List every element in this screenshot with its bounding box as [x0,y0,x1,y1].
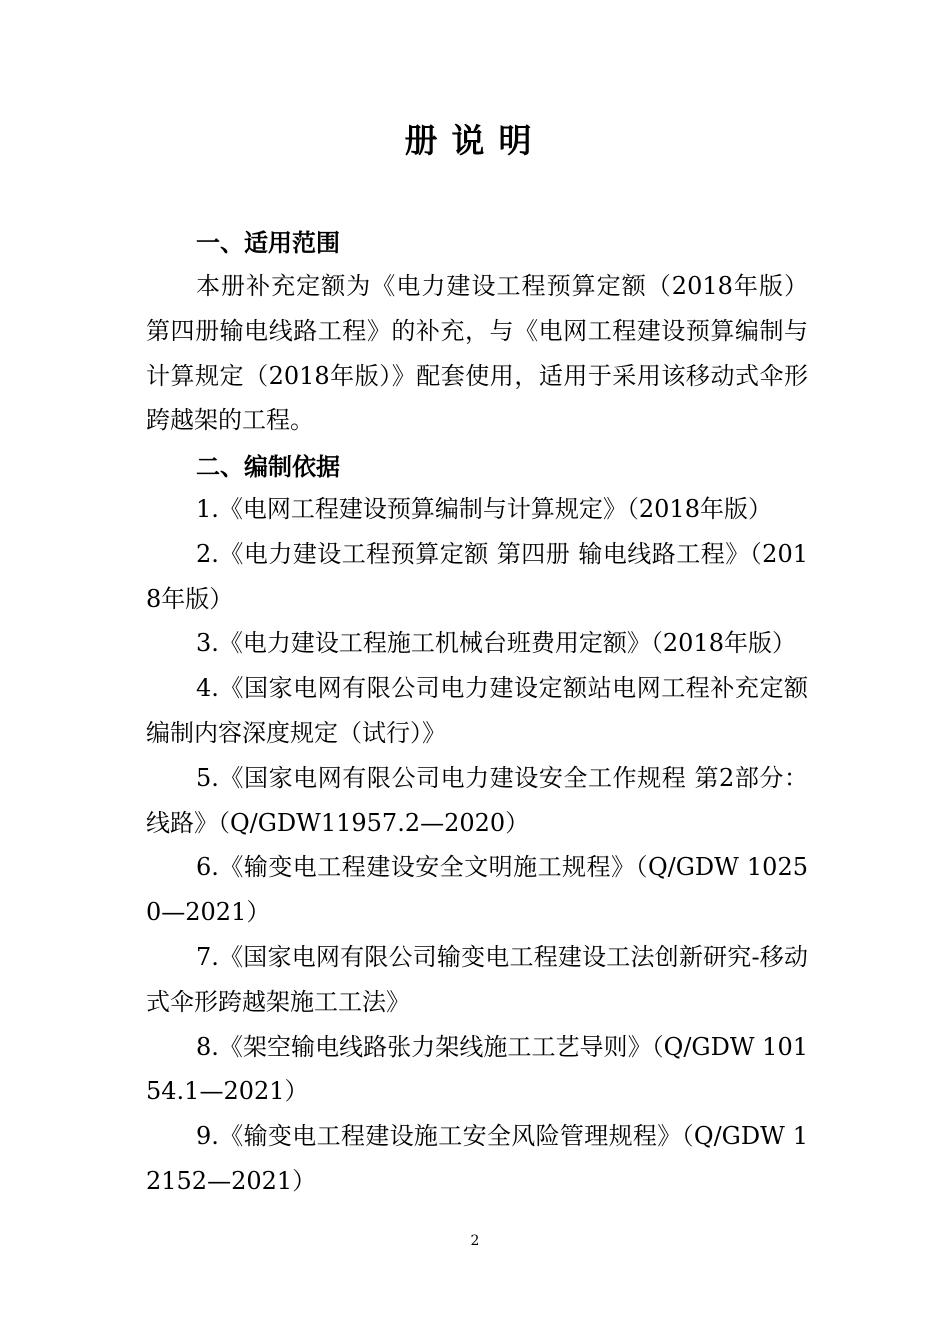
reference-item-2: 2.《电力建设工程预算定额 第四册 输电线路工程》（2018年版） [146,539,808,613]
section-heading-basis: 二、编制依据 [196,452,340,481]
reference-item-8: 8.《架空输电线路张力架线施工工艺导则》（Q/GDW 10154.1—2021） [146,1032,808,1106]
reference-item-5: 5.《国家电网有限公司电力建设安全工作规程 第2部分：线路》（Q/GDW11957.2—2020） [146,763,808,837]
reference-item-6: 6.《输变电工程建设安全文明施工规程》（Q/GDW 10250—2021） [146,853,808,927]
reference-item-4: 4.《国家电网有限公司电力建设定额站电网工程补充定额编制内容深度规定（试行）》 [146,674,808,747]
reference-item-1: 1.《电网工程建设预算编制与计算规定》（2018年版） [196,495,772,523]
scope-paragraph: 本册补充定额为《电力建设工程预算定额（2018年版）第四册输电线路工程》的补充，与《电网工程建设预算编制与计算规定（2018年版）》配套使用，适用于采用该移动式伞形跨越架的工程。 [146,272,808,435]
reference-item-9: 9.《输变电工程建设施工安全风险管理规程》（Q/GDW 12152—2021） [146,1122,808,1195]
reference-item-7: 7.《国家电网有限公司输变电工程建设工法创新研究-移动式伞形跨越架施工工法》 [146,942,808,1016]
page-title: 册说明 [404,121,546,160]
page-number: 2 [470,1233,480,1249]
section-heading-scope: 一、适用范围 [196,228,340,257]
reference-item-3: 3.《电力建设工程施工机械台班费用定额》（2018年版） [196,629,796,658]
reference-list [146,487,808,1204]
